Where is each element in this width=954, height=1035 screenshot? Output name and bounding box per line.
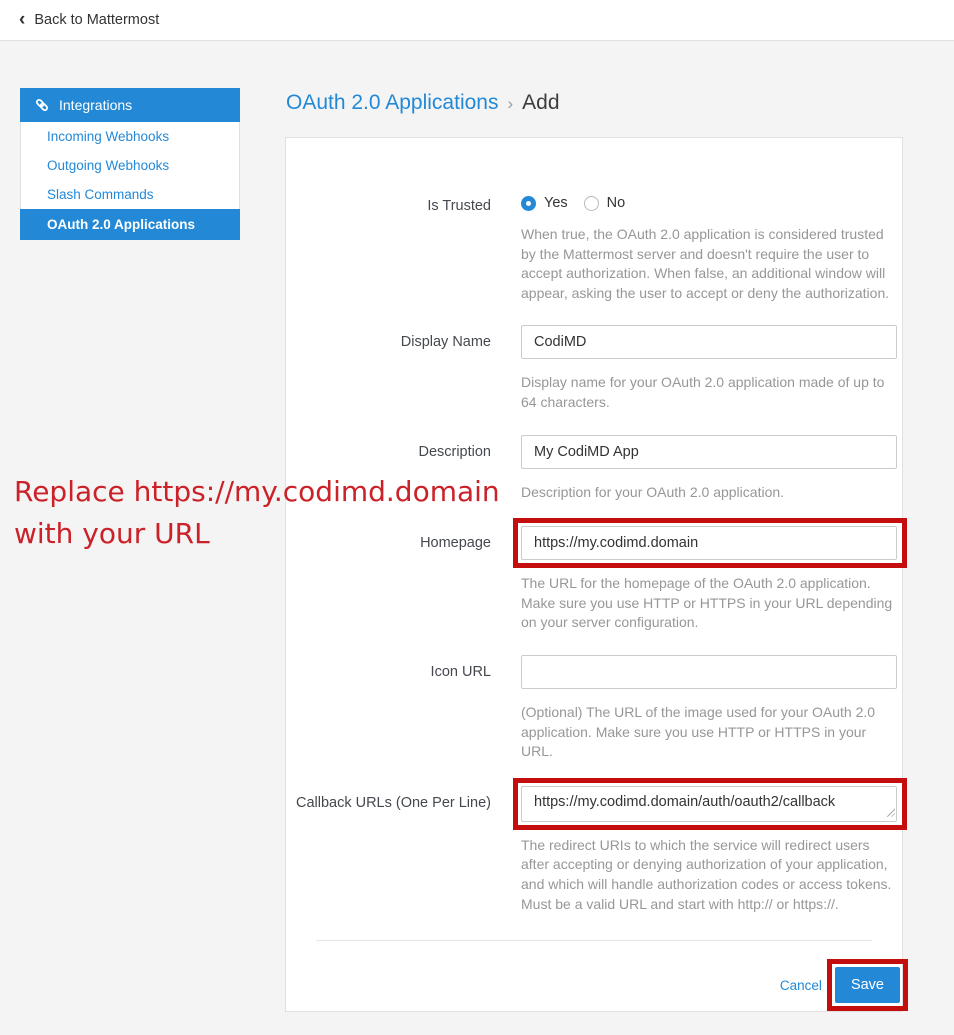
sidebar-item-oauth-applications[interactable]: OAuth 2.0 Applications bbox=[20, 209, 240, 240]
homepage-input[interactable] bbox=[521, 526, 897, 560]
back-link-label: Back to Mattermost bbox=[34, 12, 160, 28]
sidebar-item-outgoing-webhooks[interactable]: Outgoing Webhooks bbox=[47, 158, 170, 173]
sidebar-header-integrations[interactable] bbox=[20, 88, 240, 122]
description-help-text: Description for your OAuth 2.0 application. bbox=[521, 483, 785, 500]
callback-urls-help-text: The redirect URIs to which the service will redirect users after accepting or denying authorization of your application, and which will handle authorization codes or access tokens. Must be a valid URL and start with http:// or https://. bbox=[521, 836, 892, 912]
display-name-help-text: Display name for your OAuth 2.0 application made of up to 64 characters. bbox=[521, 374, 885, 410]
tutorial-annotation-text bbox=[14, 471, 514, 555]
add-oauth-app-panel bbox=[285, 137, 903, 1012]
callback-urls-row bbox=[286, 786, 902, 914]
link-icon bbox=[35, 98, 49, 112]
sidebar-item-slash-commands[interactable]: Slash Commands bbox=[47, 187, 154, 202]
is-trusted-yes-radio[interactable] bbox=[521, 195, 568, 211]
sidebar-item-incoming-webhooks[interactable]: Incoming Webhooks bbox=[47, 129, 170, 144]
callback-urls-label: Callback URLs (One Per Line) bbox=[295, 794, 491, 811]
integrations-sidebar bbox=[20, 88, 240, 240]
save-button[interactable]: Save bbox=[835, 967, 900, 1003]
footer-actions bbox=[286, 967, 902, 1003]
breadcrumb-separator-icon: › bbox=[507, 94, 514, 113]
is-trusted-help-text: When true, the OAuth 2.0 application is considered trusted by the Mattermost server and doesn't require the user to accept authorization. When false, an additional window will appear, asking the user to accept or deny the authorization. bbox=[521, 226, 890, 301]
display-name-label: Display Name bbox=[400, 334, 491, 351]
display-name-row bbox=[286, 325, 902, 412]
is-trusted-row bbox=[286, 189, 902, 303]
callback-urls-highlight-box bbox=[513, 778, 907, 830]
footer-divider bbox=[316, 940, 872, 941]
page-title: Add bbox=[522, 91, 560, 114]
sidebar-header-label: Integrations bbox=[59, 97, 133, 113]
description-label: Description bbox=[418, 443, 491, 460]
icon-url-row bbox=[286, 655, 902, 762]
radio-selected-icon bbox=[521, 196, 536, 211]
breadcrumb-oauth-applications-link[interactable]: OAuth 2.0 Applications bbox=[286, 91, 499, 114]
homepage-label: Homepage bbox=[420, 535, 491, 552]
icon-url-help-text: (Optional) The URL of the image used for your OAuth 2.0 application. Make sure you use HTTP or HTTPS in your URL. bbox=[521, 703, 876, 760]
annotation-line-2: with your URL bbox=[14, 517, 210, 550]
icon-url-input[interactable] bbox=[521, 655, 897, 689]
annotation-line-1: Replace https://my.codimd.domain bbox=[14, 475, 500, 508]
sidebar-menu bbox=[20, 122, 240, 240]
save-highlight-box bbox=[827, 959, 908, 1011]
callback-urls-textarea[interactable] bbox=[521, 786, 897, 822]
homepage-help-text: The URL for the homepage of the OAuth 2.0 application. Make sure you use HTTP or HTTPS in your URL depending on your server configuration. bbox=[521, 575, 893, 631]
breadcrumb bbox=[286, 91, 560, 115]
is-trusted-label: Is Trusted bbox=[427, 198, 491, 214]
is-trusted-radio-group bbox=[521, 189, 899, 211]
back-to-mattermost-link[interactable] bbox=[19, 8, 160, 30]
is-trusted-yes-label: Yes bbox=[544, 195, 568, 211]
back-chevron-icon: ‹ bbox=[19, 8, 26, 30]
radio-unselected-icon bbox=[584, 196, 599, 211]
cancel-button[interactable]: Cancel bbox=[779, 977, 822, 993]
top-bar bbox=[0, 0, 954, 41]
is-trusted-no-label: No bbox=[606, 195, 626, 211]
display-name-input[interactable] bbox=[521, 325, 897, 359]
homepage-highlight-box bbox=[513, 518, 907, 568]
description-input[interactable] bbox=[521, 435, 897, 469]
is-trusted-no-radio[interactable] bbox=[584, 195, 626, 211]
icon-url-label: Icon URL bbox=[430, 663, 491, 680]
